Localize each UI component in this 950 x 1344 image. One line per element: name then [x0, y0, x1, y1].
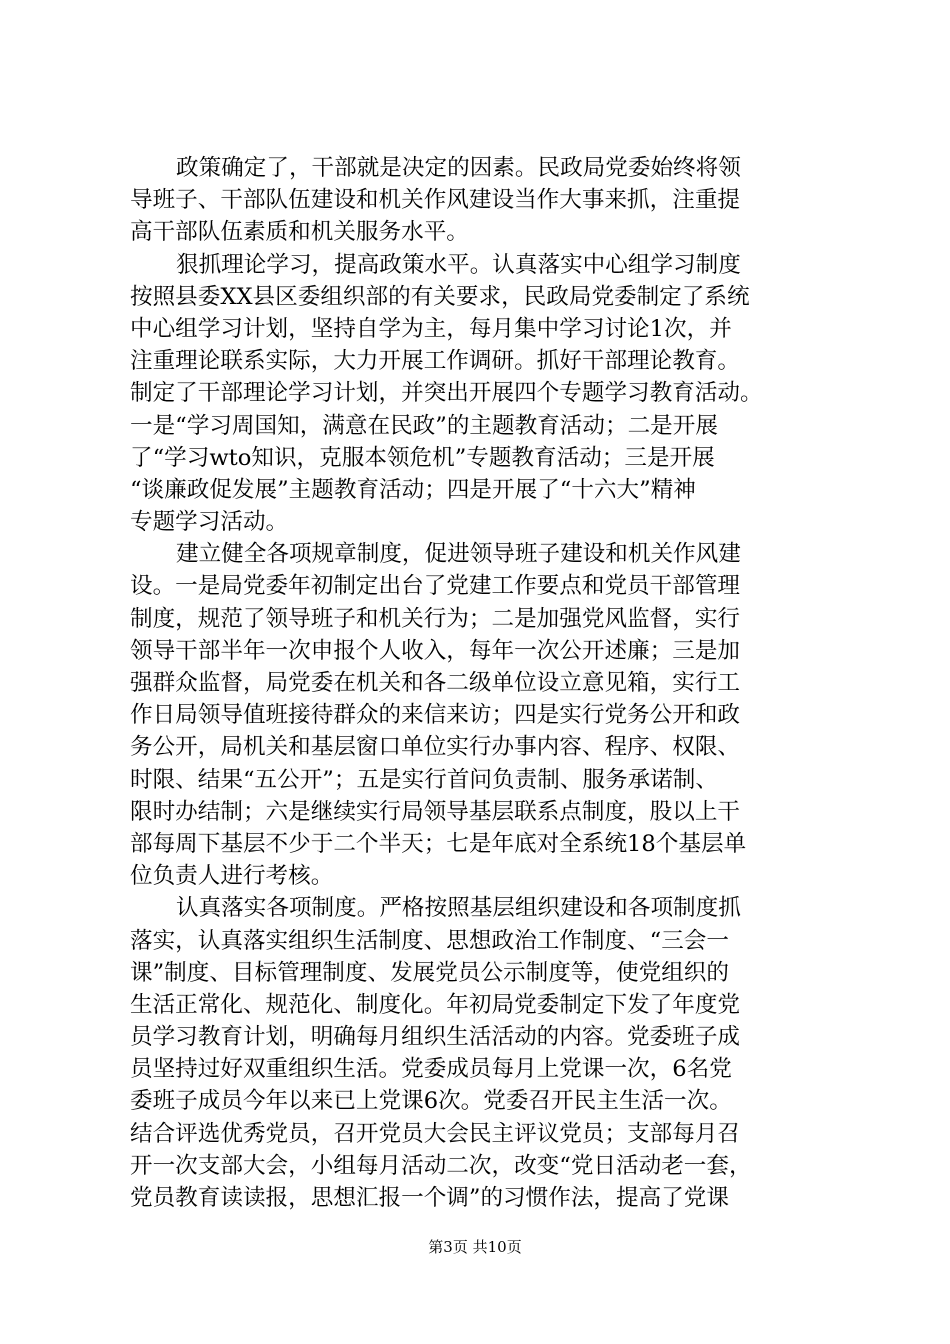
text-line: 导班子、干部队伍建设和机关作风建设当作大事来抓，注重提 [130, 187, 741, 214]
text-line: 设。一是局党委年初制定出台了党建工作要点和党员干部管理 [130, 573, 741, 600]
text-line: 委班子成员今年以来已上党课6次。党委召开民主生活一次。 [130, 1088, 732, 1115]
text-line: 落实，认真落实组织生活制度、思想政治工作制度、“三会一 [130, 927, 729, 954]
text-line: 高干部队伍素质和机关服务水平。 [130, 219, 469, 246]
text-line: 认真落实各项制度。严格按照基层组织建设和各项制度抓 [176, 895, 741, 922]
text-line: 领导干部半年一次申报个人收入，每年一次公开述廉；三是加 [130, 637, 741, 664]
text-line: 部每周下基层不少于二个半天；七是年底对全系统18个基层单 [130, 830, 747, 857]
text-line: 限时办结制；六是继续实行局领导基层联系点制度，股以上干 [130, 798, 741, 825]
text-line: 注重理论联系实际，大力开展工作调研。抓好干部理论教育。 [130, 348, 741, 375]
text-line: 作日局领导值班接待群众的来信来访；四是实行党务公开和政 [130, 702, 741, 729]
text-line: 狠抓理论学习，提高政策水平。认真落实中心组学习制度 [176, 251, 741, 278]
text-line: 政策确定了，干部就是决定的因素。民政局党委始终将领 [176, 155, 741, 181]
text-line: 中心组学习计划，坚持自学为主，每月集中学习讨论1次，并 [130, 315, 732, 342]
page-number-footer: 第3页 共10页 [428, 1238, 522, 1256]
text-line: 员坚持过好双重组织生活。党委成员每月上党课一次，6名党 [130, 1056, 732, 1083]
text-line: 制定了干部理论学习计划，并突出开展四个专题学习教育活动。 [130, 380, 763, 407]
text-line: 专题学习活动。 [130, 509, 289, 536]
text-line: “谈廉政促发展”主题教育活动；四是开展了“十六大”精神 [130, 476, 696, 503]
text-line: 党员教育读读报，思想汇报一个调”的习惯作法，提高了党课 [130, 1185, 729, 1211]
paragraph-1 [130, 152, 830, 249]
text-line: 开一次支部大会，小组每月活动二次，改变“党日活动老一套， [130, 1152, 752, 1179]
text-line: 按照县委XX县区委组织部的有关要求，民政局党委制定了系统 [130, 283, 750, 310]
text-line: 强群众监督，局党委在机关和各二级单位设立意见箱，实行工 [130, 670, 741, 696]
text-line: 结合评选优秀党员，召开党员大会民主评议党员；支部每月召 [130, 1120, 741, 1147]
document-body [130, 152, 830, 1214]
text-line: 位负责人进行考核。 [130, 863, 334, 890]
text-line: 一是“学习周国知，满意在民政”的主题教育活动；二是开展 [130, 412, 718, 439]
paragraph-2 [130, 249, 830, 539]
text-line: 生活正常化、规范化、制度化。年初局党委制定下发了年度党 [130, 991, 741, 1018]
text-line: 了“学习wto知识，克服本领危机”专题教育活动；三是开展 [130, 444, 715, 471]
text-line: 员学习教育计划，明确每月组织生活活动的内容。党委班子成 [130, 1024, 741, 1051]
paragraph-4 [130, 892, 830, 1214]
text-line: 时限、结果“五公开”；五是实行首问负责制、服务承诺制、 [130, 766, 718, 793]
text-line: 课”制度、目标管理制度、发展党员公示制度等，使党组织的 [130, 959, 729, 986]
paragraph-3 [130, 538, 830, 892]
text-line: 务公开，局机关和基层窗口单位实行办事内容、程序、权限、 [130, 734, 741, 761]
text-line: 制度，规范了领导班子和机关行为；二是加强党风监督，实行 [130, 605, 741, 632]
text-line: 建立健全各项规章制度，促进领导班子建设和机关作风建 [176, 541, 741, 568]
